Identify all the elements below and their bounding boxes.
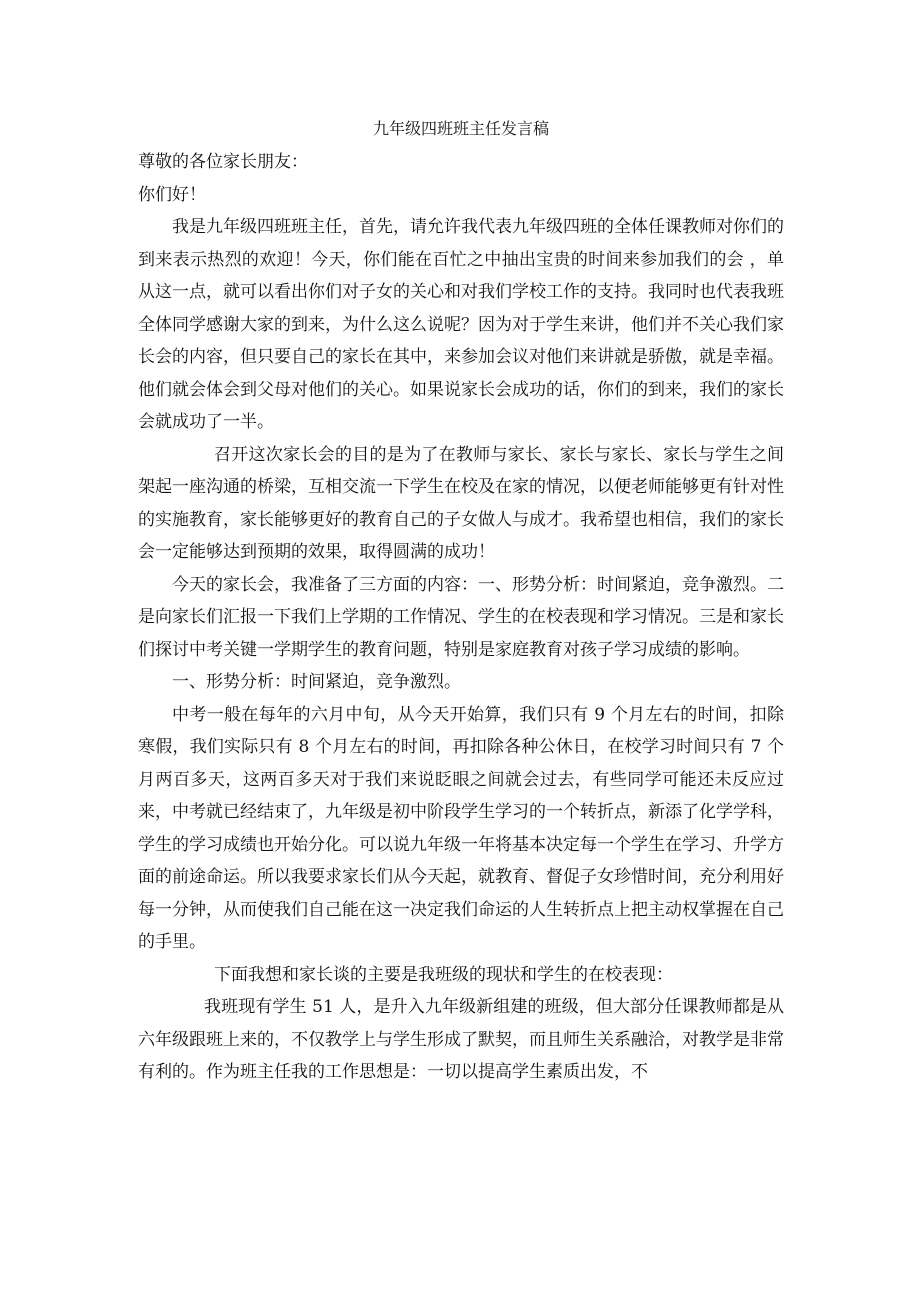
section-heading-situation: 一、形势分析：时间紧迫，竞争激烈。 [172,672,461,692]
paragraph-situation: 中考一般在每年的六月中旬，从今天开始算，我们只有 9 个月左右的时间，扣除寒假，我们实际只有 8 个月左右的时间，再扣除各种公休日，在校学习时间只有 7 个月两百多天，这两百多天对于我们来说眨眼之间就会过去，有些同学可能还未反应过来，中考就已经结束了，九年级是初中阶段学生学习的一个转折点，新添了化学学科，学生的学习成绩也开始分化。可以说九年级一年将基本决定每一个学生在学习、升学方面的前途命运。所以我要求家长们从今天起，就教育、督促子女珍惜时间，充分利用好每一分钟，从而使我们自己能在这一决定我们命运的人生转折点上把主动权掌握在自己的手里。 [138,704,784,952]
document-page [138,116,784,1089]
paragraph-class-status: 我班现有学生 51 人，是升入九年级新组建的班级，但大部分任课教师都是从六年级跟班上来的，不仅教学上与学生形成了默契，而且师生关系融洽，对教学是非常有利的。作为班主任我的工作思想是：一切以提高学生素质出发，不 [138,997,784,1082]
salutation: 尊敬的各位家长朋友： [138,152,308,172]
paragraph-purpose: 召开这次家长会的目的是为了在教师与家长、家长与家长、家长与学生之间架起一座沟通的桥梁，互相交流一下学生在校及在家的情况，以便老师能够更有针对性的实施教育，家长能够更好的教育自己的子女做人与成才。我希望也相信，我们的家长会一定能够达到预期的效果，取得圆满的成功！ [138,444,784,562]
greeting: 你们好！ [138,184,206,205]
paragraph-class-intro: 下面我想和家长谈的主要是我班级的现状和学生的在校表现： [214,964,673,985]
document-title: 九年级四班班主任发言稿 [372,119,549,138]
paragraph-agenda: 今天的家长会，我准备了三方面的内容：一、形势分析：时间紧迫，竞争激烈。二是向家长们汇报一下我们上学期的工作情况、学生的在校表现和学习情况。三是和家长们探讨中考关键一学期学生的教育问题，特别是家庭教育对孩子学习成绩的影响。 [138,574,784,660]
paragraph-welcome: 我是九年级四班班主任，首先，请允许我代表九年级四班的全体任课教师对你们的到来表示热烈的欢迎！今天，你们能在百忙之中抽出宝贵的时间来参加我们的会 ，单从这一点，就可以看出你们对子女的关心和对我们学校工作的支持。我同时也代表我班全体同学感谢大家的到来，为什么这么说呢？因为对于学生来讲，他们并不关心我们家长会的内容，但只要自己的家长在其中，来参加会议对他们来讲就是骄傲，就是幸福。他们就会体会到父母对他们的关心。如果说家长会成功的话，你们的到来，我们的家长会就成功了一半。 [138,217,784,432]
